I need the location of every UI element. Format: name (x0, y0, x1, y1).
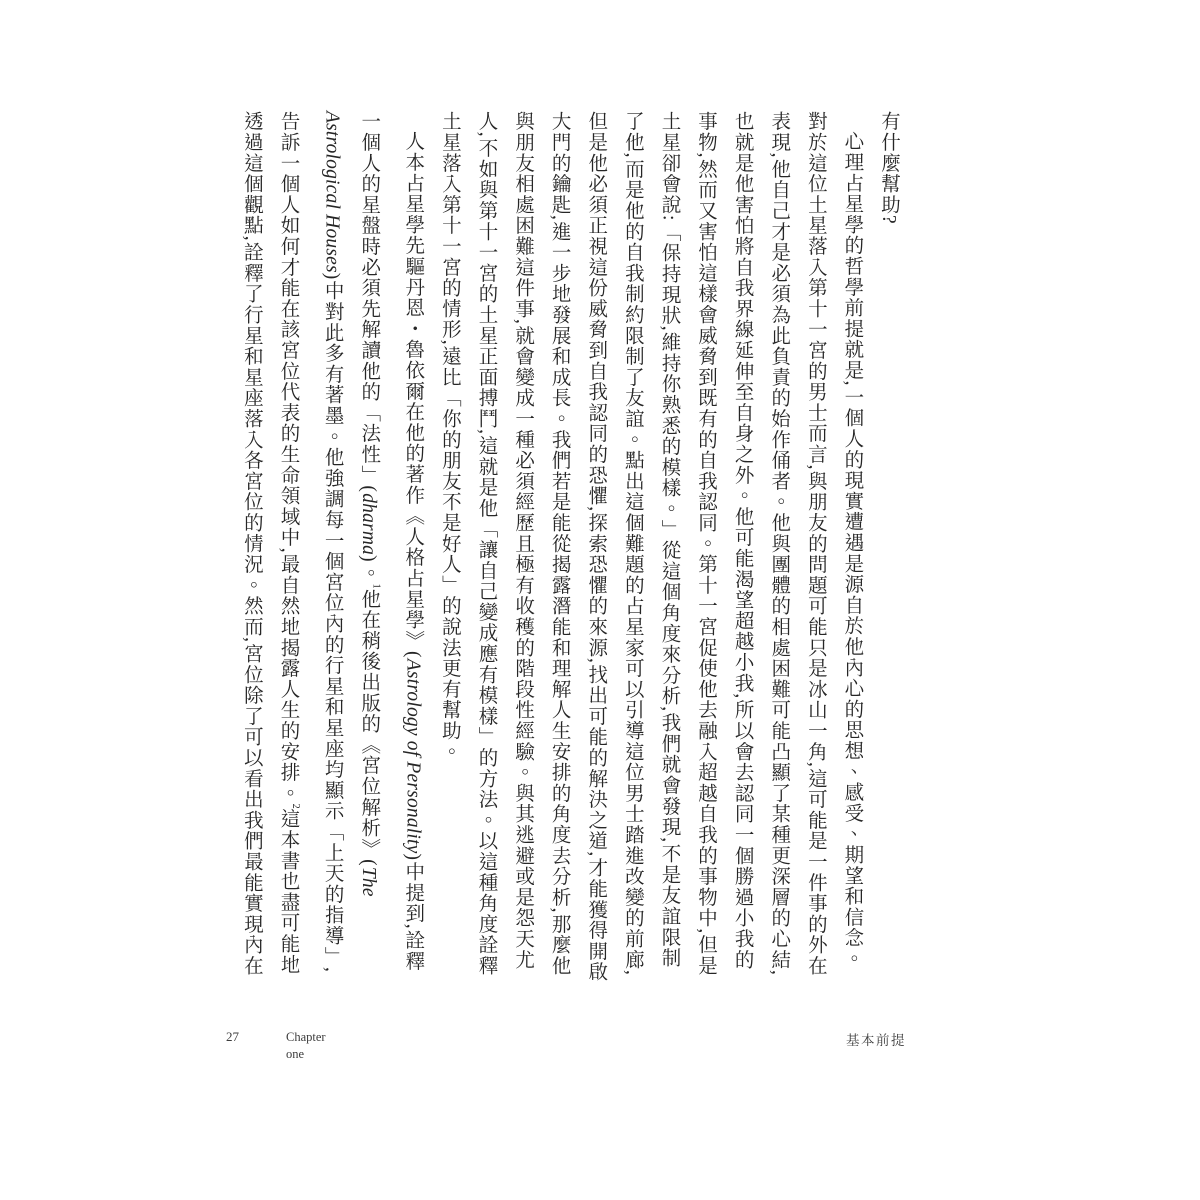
body-text: )中對此多有著墨。他強調每一個宮位內的行星和星座均顯示「上天的指導」,告訴一個人如何才能在該宮位代表的生命領域中,最自然地揭露人生的安排。 (277, 111, 343, 974)
section-heading: 有什麼幫助? (878, 111, 899, 225)
paragraph (232, 111, 430, 989)
body-text: 心理占星學的哲學前提就是,一個人的現實遭遇是源自於他內心的思想、感受、期望和信念。對於這位土星落入第十一宮的男士而言,與朋友的問題可能只是冰山一角,這可能是一件事的外在表現,他自己才是必須為此負責的始作俑者。他與團體的相處困難可能凸顯了某種更深層的心結,也就是他害怕將自我界線延伸至自身之外。他可能渴望超越小我,所以會去認同一個勝過小我的事物,然而又害怕這樣會威脅到既有的自我認同。第十一宮促使他去融入超越自我的事物中,但是土星卻會說:「保持現狀,維持你熟悉的模樣。」從這個角度來分析,我們就會發現,不是友誼限制了他,而是他的自我制約限制了友誼。點出這個難題的占星家可以引導這位男士踏進改變的前廊,但是他必須正視這份威脅到自我認同的恐懼,探索恐懼的來源,找出可能的解決之道,才能獲得開啟大門的鑰匙,進一步地發展和成長。我們若是能從揭露潛能和理解人生安排的角度去分析,那麼他與朋友相處困難這件事,就會變成一種必須經歷且極有收穫的階段性經驗。與其逃避或是怨天尤人,不如與第十一宮的土星正面搏鬥,這就是他「讓自己變成應有模樣」的方法。以這種角度詮釋土星落入第十一宮的情形,遠比「你的朋友不是好人」的說法更有幫助。 (438, 111, 863, 983)
paragraphs-container (232, 111, 869, 989)
body-text: )中提到,詮釋一個人的星盤時必須先解讀他的「法性」( (358, 111, 424, 972)
body-text-block (232, 111, 906, 989)
latin-title-text: dharma (358, 493, 380, 556)
footnote-marker: 1 (370, 583, 382, 589)
chapter-label-line1: Chapter (286, 1030, 326, 1044)
body-text: )。 (358, 555, 380, 584)
body-text: 人本占星學先驅丹恩・魯依爾在他的著作《人格占星學》( (402, 131, 424, 660)
body-text: 這本書也盡可能地透過這個觀點,詮釋了行星和星座落入各宮位的情況。然而,宮位除了可以看出我們最能實現內在 (240, 111, 299, 977)
latin-title-text: The Astrological Houses (321, 111, 380, 897)
latin-title-text: Astrology of Personality (402, 659, 424, 854)
footnote-marker: 2 (290, 803, 301, 809)
paragraph (430, 111, 869, 989)
chapter-label-line2: one (286, 1047, 305, 1061)
body-text: 他在稍後出版的《宮位解析》( (358, 588, 380, 867)
page-number: 27 (226, 1029, 239, 1044)
chapter-label (286, 1029, 326, 1063)
running-head-section-title: 基本前提 (846, 1033, 906, 1048)
